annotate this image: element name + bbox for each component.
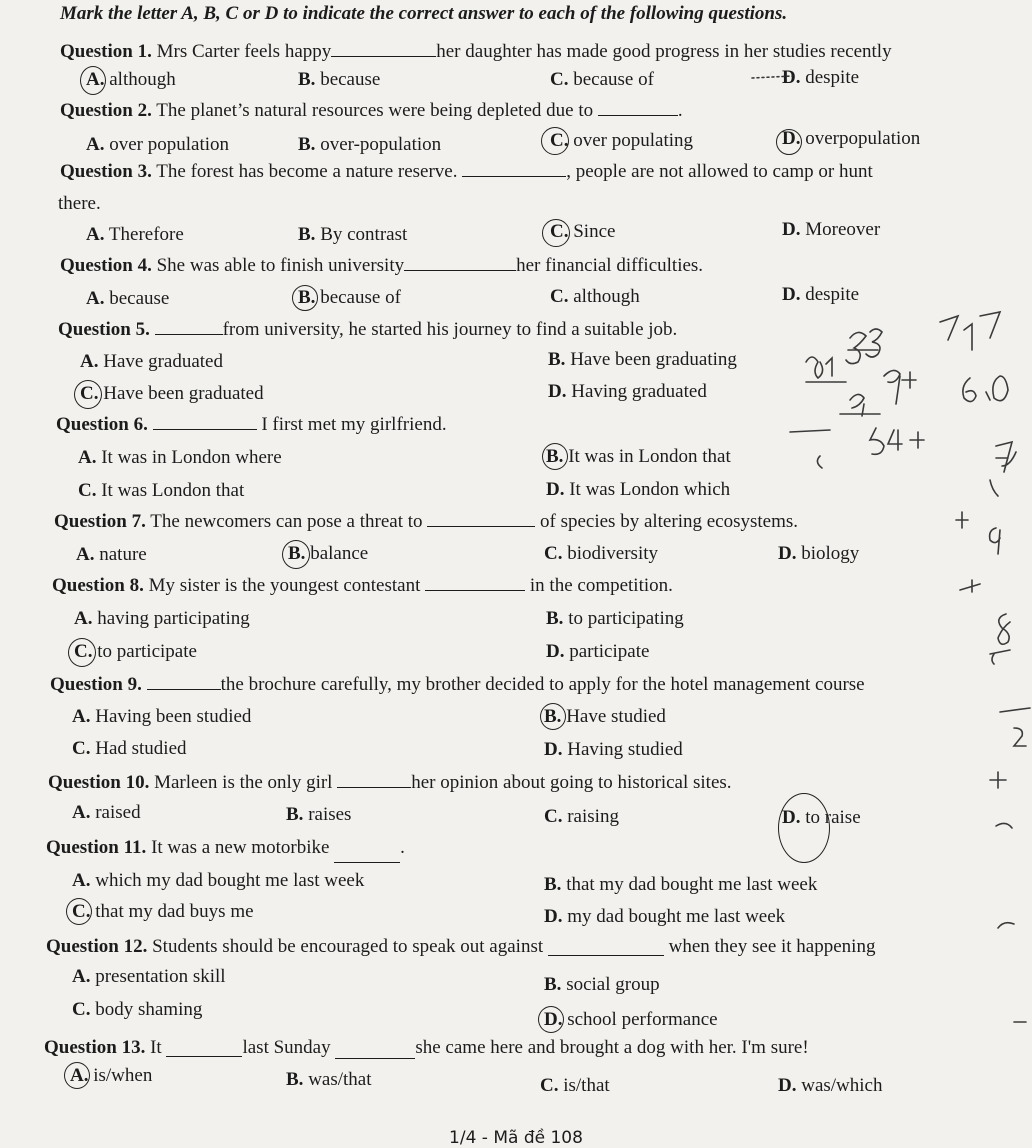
- option-text: having participating: [97, 608, 250, 629]
- option-text: raises: [308, 804, 352, 825]
- question-text: from university, he started his journey to find a suitable job.: [222, 319, 678, 340]
- option-text: over populating: [573, 130, 694, 151]
- option-text: It was in London that: [568, 446, 731, 467]
- option-text: because of: [573, 69, 654, 90]
- question-text: in the competition.: [529, 575, 673, 596]
- option-letter: C.: [544, 806, 563, 827]
- option-text: is/when: [93, 1065, 153, 1086]
- question-text: She was able to finish university: [156, 255, 405, 276]
- option-letter: D.: [778, 1075, 797, 1096]
- question-label: Question 11.: [46, 837, 147, 858]
- option-letter: A.: [72, 706, 91, 727]
- option-text: Therefore: [108, 224, 184, 245]
- question-text: of species by altering ecosystems.: [540, 511, 799, 532]
- question-label: Question 7.: [54, 511, 146, 532]
- option-letter: D.: [548, 381, 567, 402]
- question-label: Question 2.: [60, 100, 152, 121]
- option-letter: D.: [782, 284, 801, 305]
- option-text: school performance: [567, 1009, 718, 1030]
- option-letter: A.: [72, 870, 91, 891]
- option-letter: A.: [74, 608, 93, 629]
- option-text: It was in London where: [101, 447, 282, 468]
- option-letter: B.: [544, 874, 562, 895]
- question-3-continuation: there.: [58, 193, 101, 214]
- option-letter: A.: [86, 69, 105, 90]
- question-text: Marleen is the only girl: [154, 772, 333, 793]
- option-text: Have been graduating: [570, 349, 737, 370]
- option-letter: C.: [80, 383, 99, 404]
- option-letter: B.: [288, 543, 306, 564]
- option-letter: B.: [298, 224, 316, 245]
- option-text: because of: [320, 287, 401, 308]
- option-letter: A.: [86, 288, 105, 309]
- option-letter: D.: [782, 219, 801, 240]
- question-label: Question 8.: [52, 575, 144, 596]
- option-letter: C.: [72, 738, 91, 759]
- option-letter: D.: [544, 1009, 563, 1030]
- option-text: was/that: [308, 1069, 372, 1090]
- option-letter: D.: [546, 641, 565, 662]
- question-text: the brochure carefully, my brother decided to apply for the hotel management course: [220, 674, 865, 695]
- option-letter: B.: [286, 804, 304, 825]
- option-text: over-population: [320, 134, 442, 155]
- question-text: her financial difficulties.: [516, 255, 704, 276]
- option-letter: B.: [544, 706, 562, 727]
- option-letter: D.: [544, 739, 563, 760]
- option-letter: A.: [70, 1065, 89, 1086]
- option-letter: D.: [782, 807, 801, 828]
- option-letter: C.: [544, 543, 563, 564]
- question-label: Question 9.: [50, 674, 142, 695]
- option-text: presentation skill: [95, 966, 226, 987]
- option-text: It was London which: [569, 479, 731, 500]
- option-text: biology: [801, 543, 860, 564]
- option-letter: C.: [78, 480, 97, 501]
- option-text: Moreover: [805, 219, 881, 240]
- question-text: My sister is the youngest contestant: [148, 575, 421, 596]
- question-text: It was a new motorbike: [151, 837, 330, 858]
- option-letter: B.: [546, 608, 564, 629]
- option-letter: C.: [72, 901, 91, 922]
- question-text: I first met my girlfriend.: [261, 414, 447, 435]
- question-text: she came here and brought a dog with her. I'm sure!: [415, 1037, 809, 1058]
- option-letter: D.: [546, 479, 565, 500]
- option-text: because: [109, 288, 170, 309]
- option-text: Having graduated: [571, 381, 707, 402]
- option-letter: A.: [76, 544, 95, 565]
- question-label: Question 10.: [48, 772, 150, 793]
- option-text: balance: [310, 543, 369, 564]
- option-letter: B.: [546, 446, 564, 467]
- question-label: Question 1.: [60, 41, 152, 62]
- option-text: Have been graduated: [103, 383, 264, 404]
- option-letter: B.: [548, 349, 566, 370]
- option-letter: D.: [778, 543, 797, 564]
- option-text: my dad bought me last week: [567, 906, 786, 927]
- question-text: , people are not allowed to camp or hunt: [566, 161, 873, 182]
- option-text: Have studied: [566, 706, 666, 727]
- option-letter: B.: [544, 974, 562, 995]
- option-letter: C.: [550, 130, 569, 151]
- option-text: that my dad bought me last week: [566, 874, 818, 895]
- option-text: Had studied: [95, 738, 187, 759]
- question-label: Question 3.: [60, 161, 152, 182]
- option-letter: D.: [544, 906, 563, 927]
- question-text: her opinion about going to historical sites.: [411, 772, 732, 793]
- option-text: which my dad bought me last week: [95, 870, 365, 891]
- question-text: when they see it happening: [668, 936, 876, 957]
- option-letter: A.: [78, 447, 97, 468]
- option-letter: A.: [86, 134, 105, 155]
- question-label: Question 4.: [60, 255, 152, 276]
- option-letter: C.: [550, 69, 569, 90]
- option-letter: D.: [782, 67, 801, 88]
- question-label: Question 13.: [44, 1037, 146, 1058]
- option-text: Having been studied: [95, 706, 252, 727]
- question-text: Mrs Carter feels happy: [156, 41, 332, 62]
- option-text: raised: [95, 802, 141, 823]
- question-text: The planet’s natural resources were being depleted due to: [156, 100, 594, 121]
- option-text: to participate: [97, 641, 197, 662]
- option-letter: C.: [540, 1075, 559, 1096]
- option-text: that my dad buys me: [95, 901, 254, 922]
- option-text: Since: [573, 221, 616, 242]
- option-letter: A.: [72, 966, 91, 987]
- option-text: because: [320, 69, 381, 90]
- option-text: overpopulation: [805, 128, 921, 149]
- option-letter: B.: [298, 134, 316, 155]
- option-text: despite: [805, 284, 860, 305]
- question-text: .: [677, 100, 683, 121]
- option-text: was/which: [801, 1075, 883, 1096]
- option-text: Have graduated: [103, 351, 223, 372]
- option-letter: B.: [298, 69, 316, 90]
- option-text: is/that: [563, 1075, 610, 1096]
- option-letter: C.: [550, 286, 569, 307]
- option-letter: A.: [80, 351, 99, 372]
- option-text: nature: [99, 544, 147, 565]
- option-text: raising: [567, 806, 619, 827]
- question-text: her daughter has made good progress in her studies recently: [436, 41, 892, 62]
- question-label: Question 5.: [58, 319, 150, 340]
- option-letter: C.: [72, 999, 91, 1020]
- option-text: participate: [569, 641, 650, 662]
- option-text: biodiversity: [567, 543, 659, 564]
- question-text: last Sunday: [242, 1037, 331, 1058]
- option-text: social group: [566, 974, 660, 995]
- option-letter: D.: [782, 128, 801, 149]
- option-letter: A.: [72, 802, 91, 823]
- option-letter: A.: [86, 224, 105, 245]
- option-letter: B.: [286, 1069, 304, 1090]
- option-letter: B.: [298, 287, 316, 308]
- question-text: It: [150, 1037, 162, 1058]
- option-text: to raise: [805, 807, 861, 828]
- option-letter: C.: [74, 641, 93, 662]
- question-text: Students should be encouraged to speak out against: [152, 936, 544, 957]
- option-text: despite: [805, 67, 860, 88]
- question-label: Question 12.: [46, 936, 148, 957]
- option-letter: C.: [550, 221, 569, 242]
- option-text: Having studied: [567, 739, 683, 760]
- instructions-header: Mark the letter A, B, C or D to indicate the correct answer to each of the following questions.: [60, 3, 788, 24]
- option-text: although: [109, 69, 176, 90]
- question-text: .: [400, 837, 405, 858]
- question-text: The newcomers can pose a threat to: [150, 511, 423, 532]
- option-text: body shaming: [95, 999, 203, 1020]
- option-text: although: [573, 286, 640, 307]
- question-label: Question 6.: [56, 414, 148, 435]
- question-text: The forest has become a nature reserve.: [156, 161, 458, 182]
- page-footer: 1/4 - Mã đề 108: [449, 1128, 583, 1148]
- option-text: over population: [109, 134, 230, 155]
- option-text: It was London that: [101, 480, 245, 501]
- option-text: By contrast: [320, 224, 408, 245]
- option-text: to participating: [568, 608, 684, 629]
